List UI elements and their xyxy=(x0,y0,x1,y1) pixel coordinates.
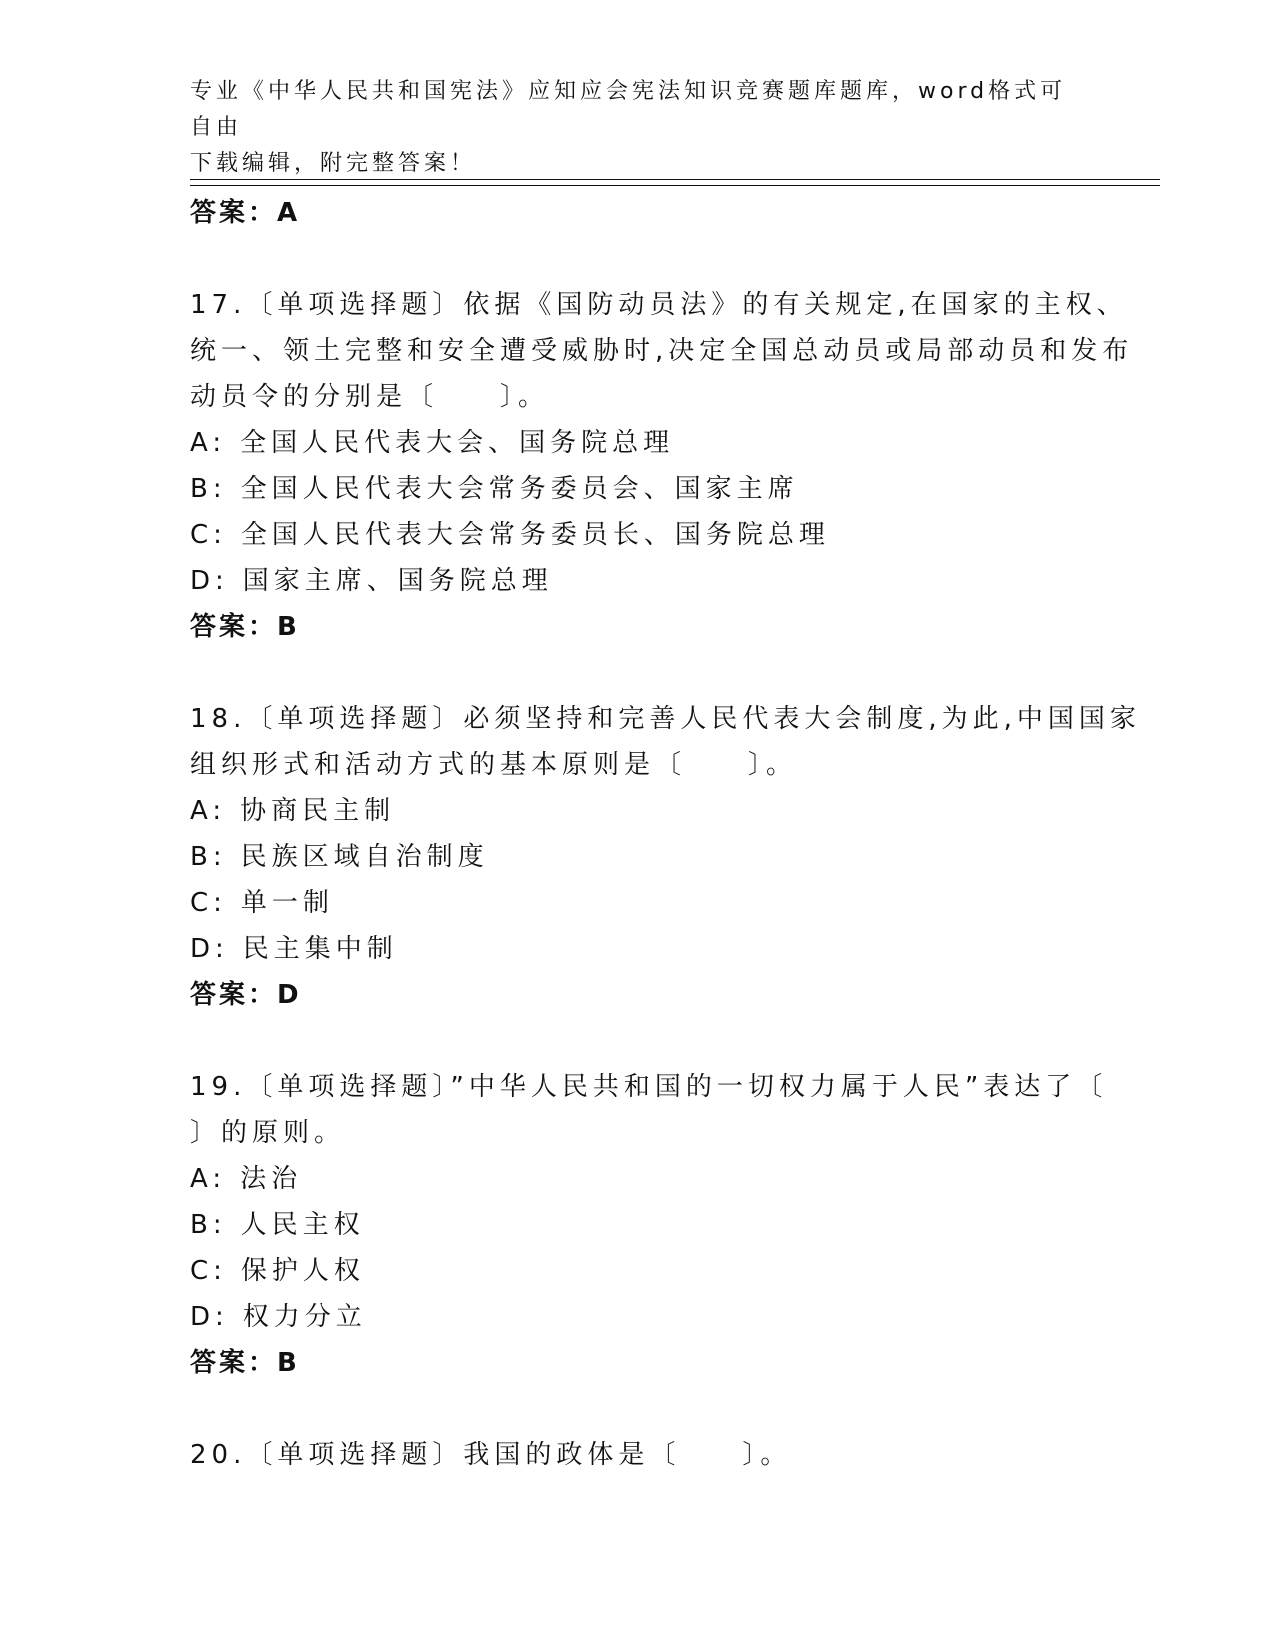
question-stem-line: 统一、领土完整和安全遭受威胁时,决定全国总动员或局部动员和发布 xyxy=(190,336,1134,366)
option-text: 民族区域自治制度 xyxy=(240,842,489,872)
option-text: 国家主席、国务院总理 xyxy=(242,566,553,596)
question-block xyxy=(190,282,1134,650)
header-rule-top xyxy=(190,179,1160,180)
header-line-1: 专业《中华人民共和国宪法》应知应会宪法知识竞赛题库题库，word格式可自由 xyxy=(190,79,1067,140)
option-letter: B: xyxy=(190,842,227,872)
option-b xyxy=(190,834,1090,880)
question-stem-line: 17.〔单项选择题〕依据《国防动员法》的有关规定,在国家的主权、 xyxy=(190,290,1128,320)
question-stem-line: 20.〔单项选择题〕我国的政体是〔 〕。 xyxy=(190,1440,792,1470)
option-a xyxy=(190,788,1090,834)
option-a xyxy=(190,1156,1090,1202)
option-b xyxy=(190,466,1090,512)
option-letter: C: xyxy=(190,1256,227,1286)
option-letter: B: xyxy=(190,1210,227,1240)
option-letter: D: xyxy=(190,934,229,964)
option-letter: A: xyxy=(190,796,227,826)
question-stem xyxy=(190,1432,1090,1478)
option-b xyxy=(190,1202,1090,1248)
option-text: 权力分立 xyxy=(242,1302,367,1332)
option-text: 全国人民代表大会常务委员长、国务院总理 xyxy=(240,520,830,550)
option-c xyxy=(190,880,1090,926)
question-list xyxy=(190,190,1141,1478)
option-letter: A: xyxy=(190,428,227,458)
option-c xyxy=(190,1248,1090,1294)
option-text: 民主集中制 xyxy=(242,934,398,964)
option-letter: D: xyxy=(190,566,229,596)
option-text: 保护人权 xyxy=(240,1256,365,1286)
question-stem-line: 〕的原则。 xyxy=(190,1118,346,1148)
answer-line: 答案：D xyxy=(190,980,302,1010)
question-block xyxy=(190,1432,1090,1478)
question-stem-line: 19.〔单项选择题〕”中华人民共和国的一切权力属于人民”表达了〔 xyxy=(190,1072,1108,1102)
question-block xyxy=(190,1064,1108,1386)
header-rule-bottom xyxy=(190,185,1160,186)
option-text: 全国人民代表大会常务委员会、国家主席 xyxy=(240,474,799,504)
option-d xyxy=(190,1294,1090,1340)
option-text: 单一制 xyxy=(240,888,334,918)
option-letter: C: xyxy=(190,888,227,918)
option-a xyxy=(190,420,1090,466)
question-stem-line: 组织形式和活动方式的基本原则是〔 〕。 xyxy=(190,750,798,780)
option-text: 全国人民代表大会、国务院总理 xyxy=(240,428,675,458)
question-stem-line: 18.〔单项选择题〕必须坚持和完善人民代表大会制度,为此,中国国家 xyxy=(190,704,1141,734)
option-letter: B: xyxy=(190,474,227,504)
option-text: 法治 xyxy=(240,1164,303,1194)
option-letter: C: xyxy=(190,520,227,550)
option-letter: D: xyxy=(190,1302,229,1332)
option-d xyxy=(190,926,1090,972)
header-line-2: 下载编辑，附完整答案！ xyxy=(190,151,477,176)
option-c xyxy=(190,512,1090,558)
option-d xyxy=(190,558,1090,604)
answer-line: 答案：B xyxy=(190,612,300,642)
answer-line: 答案：B xyxy=(190,1348,300,1378)
question-stem-line: 动员令的分别是〔 〕。 xyxy=(190,382,550,412)
option-text: 协商民主制 xyxy=(240,796,396,826)
option-text: 人民主权 xyxy=(240,1210,365,1240)
answer-line: 答案：A xyxy=(190,198,301,228)
option-letter: A: xyxy=(190,1164,227,1194)
question-stem xyxy=(190,696,1141,788)
question-stem xyxy=(190,282,1134,420)
question-block xyxy=(190,696,1141,1018)
document-header xyxy=(190,74,1090,182)
question-stem xyxy=(190,1064,1108,1156)
